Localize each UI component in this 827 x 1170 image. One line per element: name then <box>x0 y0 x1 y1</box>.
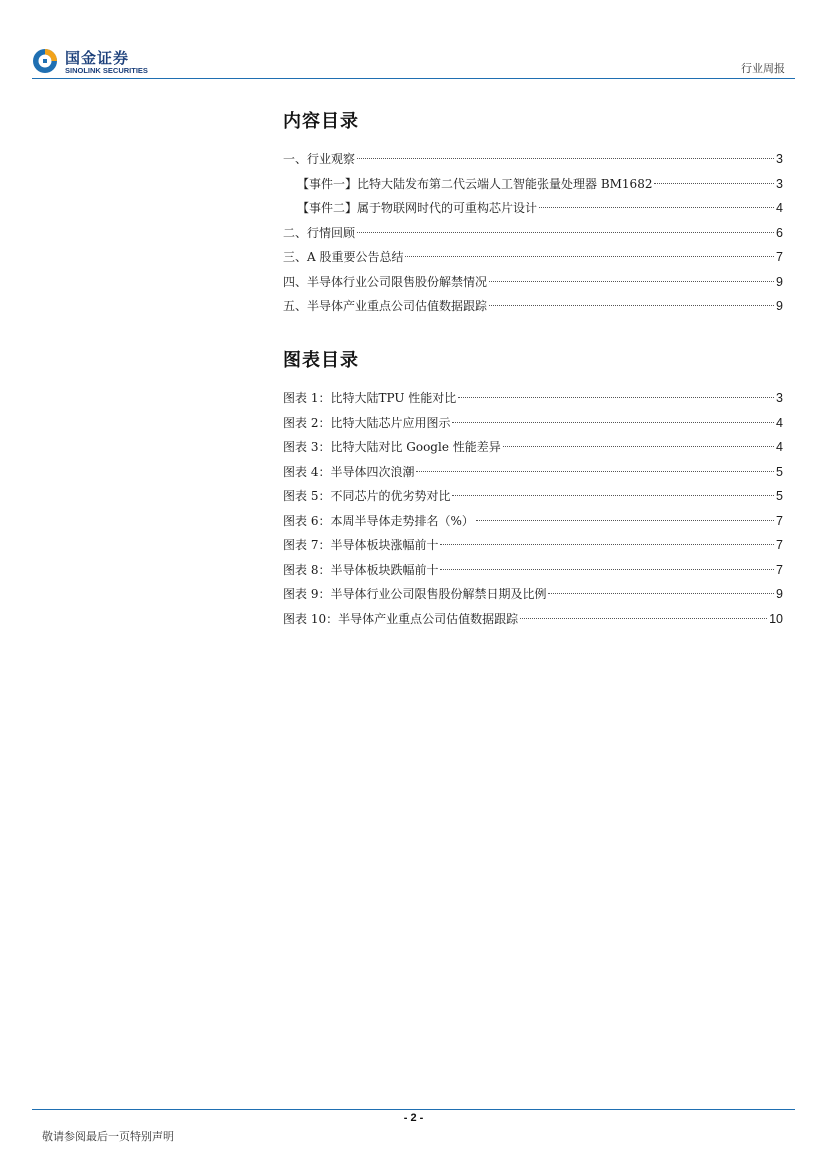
report-type-label: 行业周报 <box>741 62 785 75</box>
sinolink-logo-icon <box>32 48 58 74</box>
toc-entry-text: 一、行业观察 <box>283 152 356 166</box>
figure-entry-page: 7 <box>776 513 783 528</box>
dot-leader <box>405 256 774 257</box>
dot-leader <box>440 569 774 570</box>
figure-entry[interactable] <box>283 509 783 534</box>
disclaimer-note: 敬请参阅最后一页特别声明 <box>42 1130 174 1143</box>
dot-leader <box>548 593 774 594</box>
figure-entry[interactable] <box>283 533 783 558</box>
figures-list <box>283 386 783 631</box>
toc-entry[interactable] <box>283 172 783 197</box>
toc-entry-page: 9 <box>776 299 783 313</box>
figure-entry-page: 5 <box>776 464 783 479</box>
figure-entry[interactable] <box>283 460 783 485</box>
dot-leader <box>489 281 774 282</box>
toc-entry[interactable] <box>283 196 783 221</box>
figure-entry-text: 图表 2：比特大陆芯片应用图示 <box>283 415 451 430</box>
figure-entry-text: 图表 9：半导体行业公司限售股份解禁日期及比例 <box>283 587 547 601</box>
toc-entry-page: 9 <box>776 274 783 289</box>
dot-leader <box>520 618 767 619</box>
logo-chinese-name: 国金证券 <box>65 49 130 67</box>
toc-entry-text: 四、半导体行业公司限售股份解禁情况 <box>283 274 488 289</box>
toc-entry[interactable] <box>283 245 783 270</box>
toc-entry[interactable] <box>283 147 783 172</box>
toc-entry-text: 五、半导体产业重点公司估值数据跟踪 <box>283 299 488 313</box>
figure-entry-text: 图表 10：半导体产业重点公司估值数据跟踪 <box>283 611 519 626</box>
toc-entry-text: 二、行情回顾 <box>283 225 356 240</box>
dot-leader <box>489 305 774 306</box>
figure-entry-text: 图表 4：半导体四次浪潮 <box>283 464 415 479</box>
figure-entry[interactable] <box>283 607 783 632</box>
figure-entry-page: 7 <box>776 562 783 577</box>
toc-entry-page: 3 <box>776 152 783 166</box>
figure-entry-text: 图表 5：不同芯片的优劣势对比 <box>283 489 451 503</box>
contents-section <box>283 107 783 319</box>
figure-entry-text: 图表 1：比特大陆TPU 性能对比 <box>283 391 457 405</box>
toc-entry[interactable] <box>283 221 783 246</box>
dot-leader <box>458 397 774 398</box>
dot-leader <box>654 183 774 184</box>
logo-english-name: SINOLINK SECURITIES <box>65 66 148 75</box>
page-number: - 2 - <box>403 1112 424 1124</box>
toc-entry-text: 三、A 股重要公告总结 <box>283 250 404 264</box>
figure-entry-text: 图表 3：比特大陆对比 Google 性能差异 <box>283 440 501 454</box>
figure-entry[interactable] <box>283 582 783 607</box>
figure-entry[interactable] <box>283 435 783 460</box>
dot-leader <box>452 422 774 423</box>
toc-entry-page: 7 <box>776 250 783 264</box>
dot-leader <box>416 471 774 472</box>
dot-leader <box>440 544 774 545</box>
figure-entry[interactable] <box>283 484 783 509</box>
figure-entry-page: 10 <box>769 611 783 626</box>
figure-entry[interactable] <box>283 386 783 411</box>
contents-list <box>283 147 783 319</box>
figures-title: 图表目录 <box>283 350 359 371</box>
toc-entry-page: 3 <box>776 176 783 191</box>
toc-entry-text: 【事件二】属于物联网时代的可重构芯片设计 <box>297 201 538 215</box>
figure-entry-text: 图表 8：半导体板块跌幅前十 <box>283 562 439 577</box>
figure-entry-text: 图表 6：本周半导体走势排名（%） <box>283 513 474 528</box>
figure-entry-page: 9 <box>776 587 783 601</box>
page-header <box>32 46 795 80</box>
dot-leader <box>503 446 774 447</box>
company-logo <box>32 46 162 76</box>
figure-entry-text: 图表 7：半导体板块涨幅前十 <box>283 538 439 552</box>
toc-entry[interactable] <box>283 270 783 295</box>
dot-leader <box>357 158 774 159</box>
figure-entry[interactable] <box>283 411 783 436</box>
figures-section <box>283 346 783 631</box>
dot-leader <box>539 207 774 208</box>
toc-entry-page: 6 <box>776 225 783 240</box>
toc-entry[interactable] <box>283 294 783 319</box>
figure-entry-page: 5 <box>776 489 783 503</box>
figure-entry-page: 3 <box>776 391 783 405</box>
figure-entry-page: 4 <box>776 415 783 430</box>
toc-entry-text: 【事件一】比特大陆发布第二代云端人工智能张量处理器 BM1682 <box>297 176 653 191</box>
toc-entry-page: 4 <box>776 201 783 215</box>
header-divider <box>32 78 795 79</box>
figure-entry[interactable] <box>283 558 783 583</box>
footer-divider <box>32 1109 795 1110</box>
contents-title: 内容目录 <box>283 111 359 132</box>
figure-entry-page: 4 <box>776 440 783 454</box>
figure-entry-page: 7 <box>776 538 783 552</box>
dot-leader <box>357 232 774 233</box>
dot-leader <box>476 520 774 521</box>
dot-leader <box>452 495 774 496</box>
